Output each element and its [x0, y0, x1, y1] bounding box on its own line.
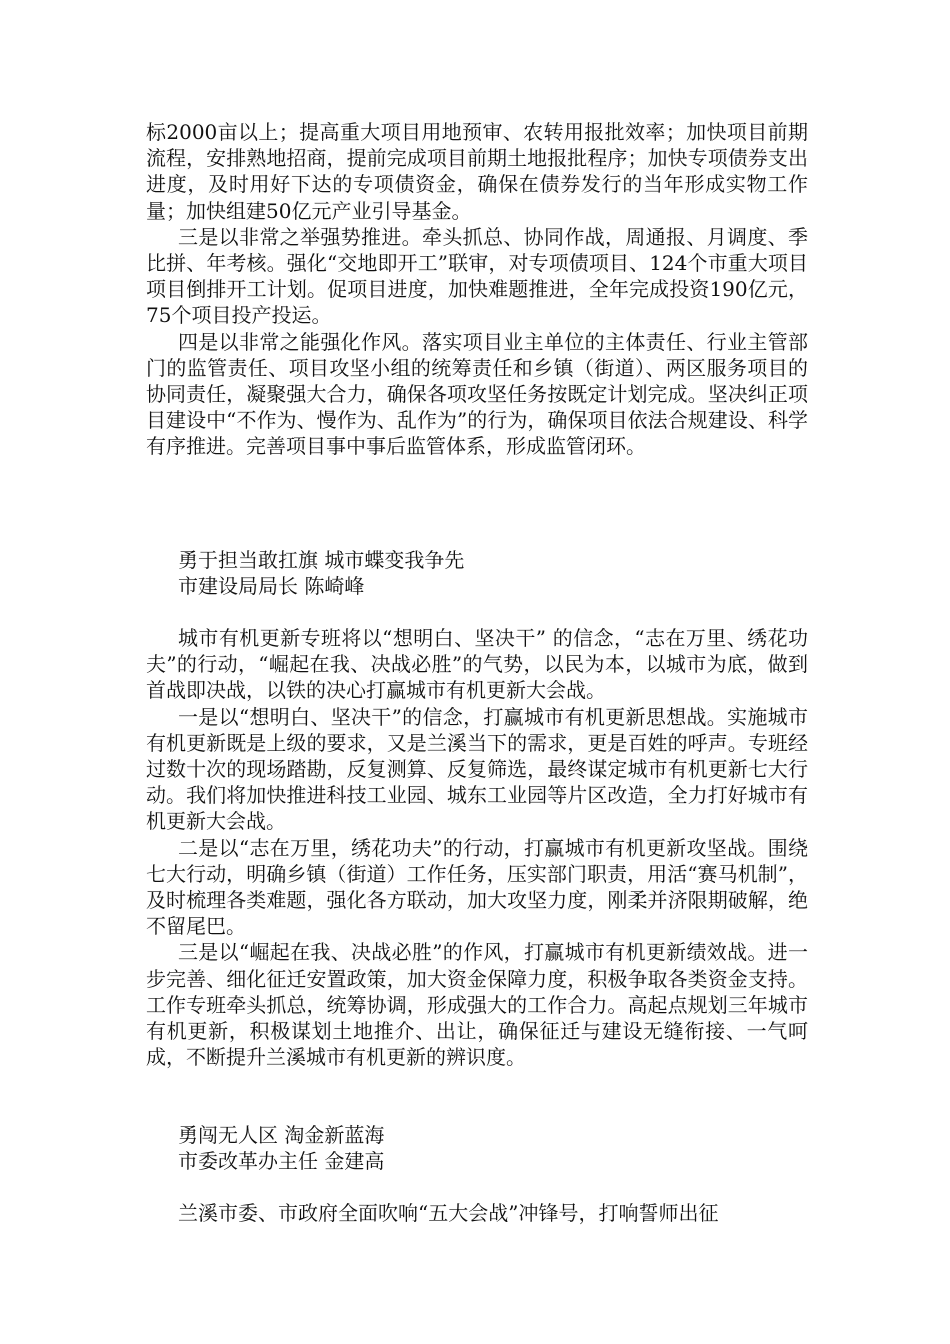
paragraph: 兰溪市委、市政府全面吹响“五大会战”冲锋号，打响誓师出征: [178, 1201, 719, 1225]
paragraph: 城市有机更新专班将以“想明白、坚决干” 的信念，“志在万里、绣花功夫”的行动，“崛起在我、决战必胜”的气势，以民为本，以城市为底，做到首战即决战，以铁的决心打赢城市有机更新大会战。: [146, 626, 808, 703]
article-body: [146, 1200, 808, 1226]
article-body: [146, 625, 808, 1070]
paragraph: 四是以非常之能强化作风。落实项目业主单位的主体责任、行业主管部门的监管责任、项目攻坚小组的统筹责任和乡镇（街道）、两区服务项目的协同责任，凝聚强大合力，确保各项攻坚任务按既定计划完成。坚决纠正项目建设中“不作为、慢作为、乱作为”的行为，确保项目依法合规建设、科学有序推进。完善项目事中事后监管体系，形成监管闭环。: [146, 329, 808, 459]
article-author: 市委改革办主任 金建高: [178, 1149, 385, 1173]
article-author: 市建设局局长 陈崎峰: [178, 574, 365, 598]
paragraph: 一是以“想明白、坚决干”的信念，打赢城市有机更新思想战。实施城市有机更新既是上级的要求，又是兰溪当下的需求，更是百姓的呼声。专班经过数十次的现场踏勘，反复测算、反复筛选，最终谋定城市有机更新七大行动。我们将加快推进科技工业园、城东工业园等片区改造，全力打好城市有机更新大会战。: [146, 704, 808, 834]
article-title: 勇闯无人区 淘金新蓝海: [178, 1123, 385, 1147]
paragraph: 二是以“志在万里，绣花功夫”的行动，打赢城市有机更新攻坚战。围绕七大行动，明确乡镇（街道）工作任务，压实部门职责，用活“赛马机制”，及时梳理各类难题，强化各方联动，加大攻坚力度，刚柔并济限期破解，绝不留尾巴。: [146, 835, 808, 939]
paragraph: 三是以非常之举强势推进。牵头抓总、协同作战，周通报、月调度、季比拼、年考核。强化“交地即开工”联审，对专项债项目、124个市重大项目项目倒排开工计划。促项目进度，加快难题推进，全年完成投资190亿元，75个项目投产投运。: [146, 224, 808, 328]
article-title: 勇于担当敢扛旗 城市蝶变我争先: [178, 548, 465, 572]
article-continued: [146, 119, 808, 460]
paragraph: 标2000亩以上；提高重大项目用地预审、农转用报批效率；加快项目前期流程，安排熟地招商，提前完成项目前期土地报批程序；加快专项债券支出进度，及时用好下达的专项债资金，确保在债券发行的当年形成实物工作量；加快组建50亿元产业引导基金。: [146, 120, 808, 223]
paragraph: 三是以“崛起在我、决战必胜”的作风，打赢城市有机更新绩效战。进一步完善、细化征迁安置政策，加大资金保障力度，积极争取各类资金支持。工作专班牵头抓总，统筹协调，形成强大的工作合力。高起点规划三年城市有机更新，积极谋划土地推介、出让，确保征迁与建设无缝衔接、一气呵成，不断提升兰溪城市有机更新的辨识度。: [146, 940, 808, 1070]
